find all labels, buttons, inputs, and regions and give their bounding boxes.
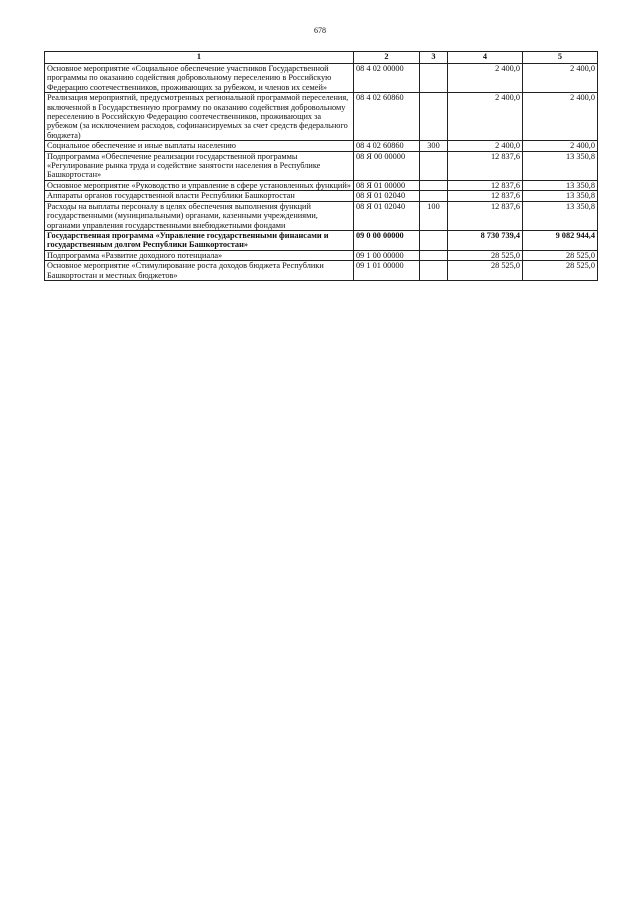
table-row bbox=[45, 180, 598, 190]
cell-amount-col5: 13 350,8 bbox=[523, 180, 598, 190]
cell-expense-type bbox=[420, 64, 448, 93]
budget-table bbox=[44, 51, 598, 281]
cell-code: 09 0 00 00000 bbox=[354, 230, 420, 250]
column-header-1: 1 bbox=[45, 52, 354, 64]
column-header-2: 2 bbox=[354, 52, 420, 64]
cell-expense-type bbox=[420, 151, 448, 180]
cell-name: Аппараты органов государственной власти Республики Башкортостан bbox=[45, 191, 354, 201]
column-header-3: 3 bbox=[420, 52, 448, 64]
cell-amount-col4: 12 837,6 bbox=[448, 151, 523, 180]
cell-amount-col5: 13 350,8 bbox=[523, 201, 598, 230]
cell-amount-col4: 2 400,0 bbox=[448, 93, 523, 141]
cell-code: 09 1 01 00000 bbox=[354, 261, 420, 281]
cell-amount-col4: 28 525,0 bbox=[448, 250, 523, 260]
cell-amount-col4: 2 400,0 bbox=[448, 64, 523, 93]
table-row bbox=[45, 64, 598, 93]
cell-amount-col4: 28 525,0 bbox=[448, 261, 523, 281]
cell-amount-col4: 12 837,6 bbox=[448, 201, 523, 230]
cell-expense-type: 300 bbox=[420, 141, 448, 151]
cell-amount-col5: 28 525,0 bbox=[523, 250, 598, 260]
table-row bbox=[45, 201, 598, 230]
cell-expense-type bbox=[420, 230, 448, 250]
cell-name: Основное мероприятие «Социальное обеспечение участников Государственной программы по оказанию содействия добровольному переселению в Российскую Федерацию соотечественников, проживающих за рубежом, и членов их семей» bbox=[45, 64, 354, 93]
table-row bbox=[45, 230, 598, 250]
cell-name: Подпрограмма «Обеспечение реализации государственной программы «Регулирование рынка труда и содействие занятости населения в Республике Башкортостан» bbox=[45, 151, 354, 180]
cell-amount-col4: 8 730 739,4 bbox=[448, 230, 523, 250]
cell-expense-type: 100 bbox=[420, 201, 448, 230]
cell-code: 08 4 02 60860 bbox=[354, 93, 420, 141]
cell-name: Социальное обеспечение и иные выплаты населению bbox=[45, 141, 354, 151]
cell-name: Подпрограмма «Развитие доходного потенциала» bbox=[45, 250, 354, 260]
cell-amount-col5: 2 400,0 bbox=[523, 93, 598, 141]
table-body bbox=[45, 64, 598, 281]
cell-amount-col5: 13 350,8 bbox=[523, 151, 598, 180]
cell-amount-col5: 13 350,8 bbox=[523, 191, 598, 201]
cell-expense-type bbox=[420, 250, 448, 260]
table-row bbox=[45, 141, 598, 151]
table-row bbox=[45, 261, 598, 281]
table-row bbox=[45, 250, 598, 260]
cell-code: 08 Я 01 00000 bbox=[354, 180, 420, 190]
cell-amount-col5: 2 400,0 bbox=[523, 141, 598, 151]
cell-code: 08 4 02 60860 bbox=[354, 141, 420, 151]
cell-name: Расходы на выплаты персоналу в целях обеспечения выполнения функций государственными (муниципальными) органами, казенными учреждениями, органами управления государственными внебюджетными фондами bbox=[45, 201, 354, 230]
cell-expense-type bbox=[420, 180, 448, 190]
table-row bbox=[45, 93, 598, 141]
cell-expense-type bbox=[420, 261, 448, 281]
cell-amount-col4: 2 400,0 bbox=[448, 141, 523, 151]
column-header-4: 4 bbox=[448, 52, 523, 64]
cell-code: 08 Я 00 00000 bbox=[354, 151, 420, 180]
column-header-5: 5 bbox=[523, 52, 598, 64]
cell-amount-col5: 2 400,0 bbox=[523, 64, 598, 93]
page-number: 678 bbox=[314, 26, 326, 35]
cell-code: 08 4 02 00000 bbox=[354, 64, 420, 93]
table-row bbox=[45, 191, 598, 201]
cell-amount-col4: 12 837,6 bbox=[448, 191, 523, 201]
header-row bbox=[45, 52, 598, 64]
cell-amount-col5: 28 525,0 bbox=[523, 261, 598, 281]
cell-code: 08 Я 01 02040 bbox=[354, 191, 420, 201]
cell-expense-type bbox=[420, 93, 448, 141]
cell-amount-col5: 9 082 944,4 bbox=[523, 230, 598, 250]
cell-code: 08 Я 01 02040 bbox=[354, 201, 420, 230]
cell-name: Реализация мероприятий, предусмотренных региональной программой переселения, включенной в Государственную программу по оказанию содействия добровольному переселению в Российскую Федерацию соотечественников, проживающих за рубежом (за исключением расходов, софинансируемых за счет средств федерального бюджета) bbox=[45, 93, 354, 141]
table-row bbox=[45, 151, 598, 180]
cell-name: Основное мероприятие «Руководство и управление в сфере установленных функций» bbox=[45, 180, 354, 190]
cell-expense-type bbox=[420, 191, 448, 201]
cell-amount-col4: 12 837,6 bbox=[448, 180, 523, 190]
cell-code: 09 1 00 00000 bbox=[354, 250, 420, 260]
cell-name: Основное мероприятие «Стимулирование роста доходов бюджета Республики Башкортостан и местных бюджетов» bbox=[45, 261, 354, 281]
cell-name: Государственная программа «Управление государственными финансами и государственным долгом Республики Башкортостан» bbox=[45, 230, 354, 250]
